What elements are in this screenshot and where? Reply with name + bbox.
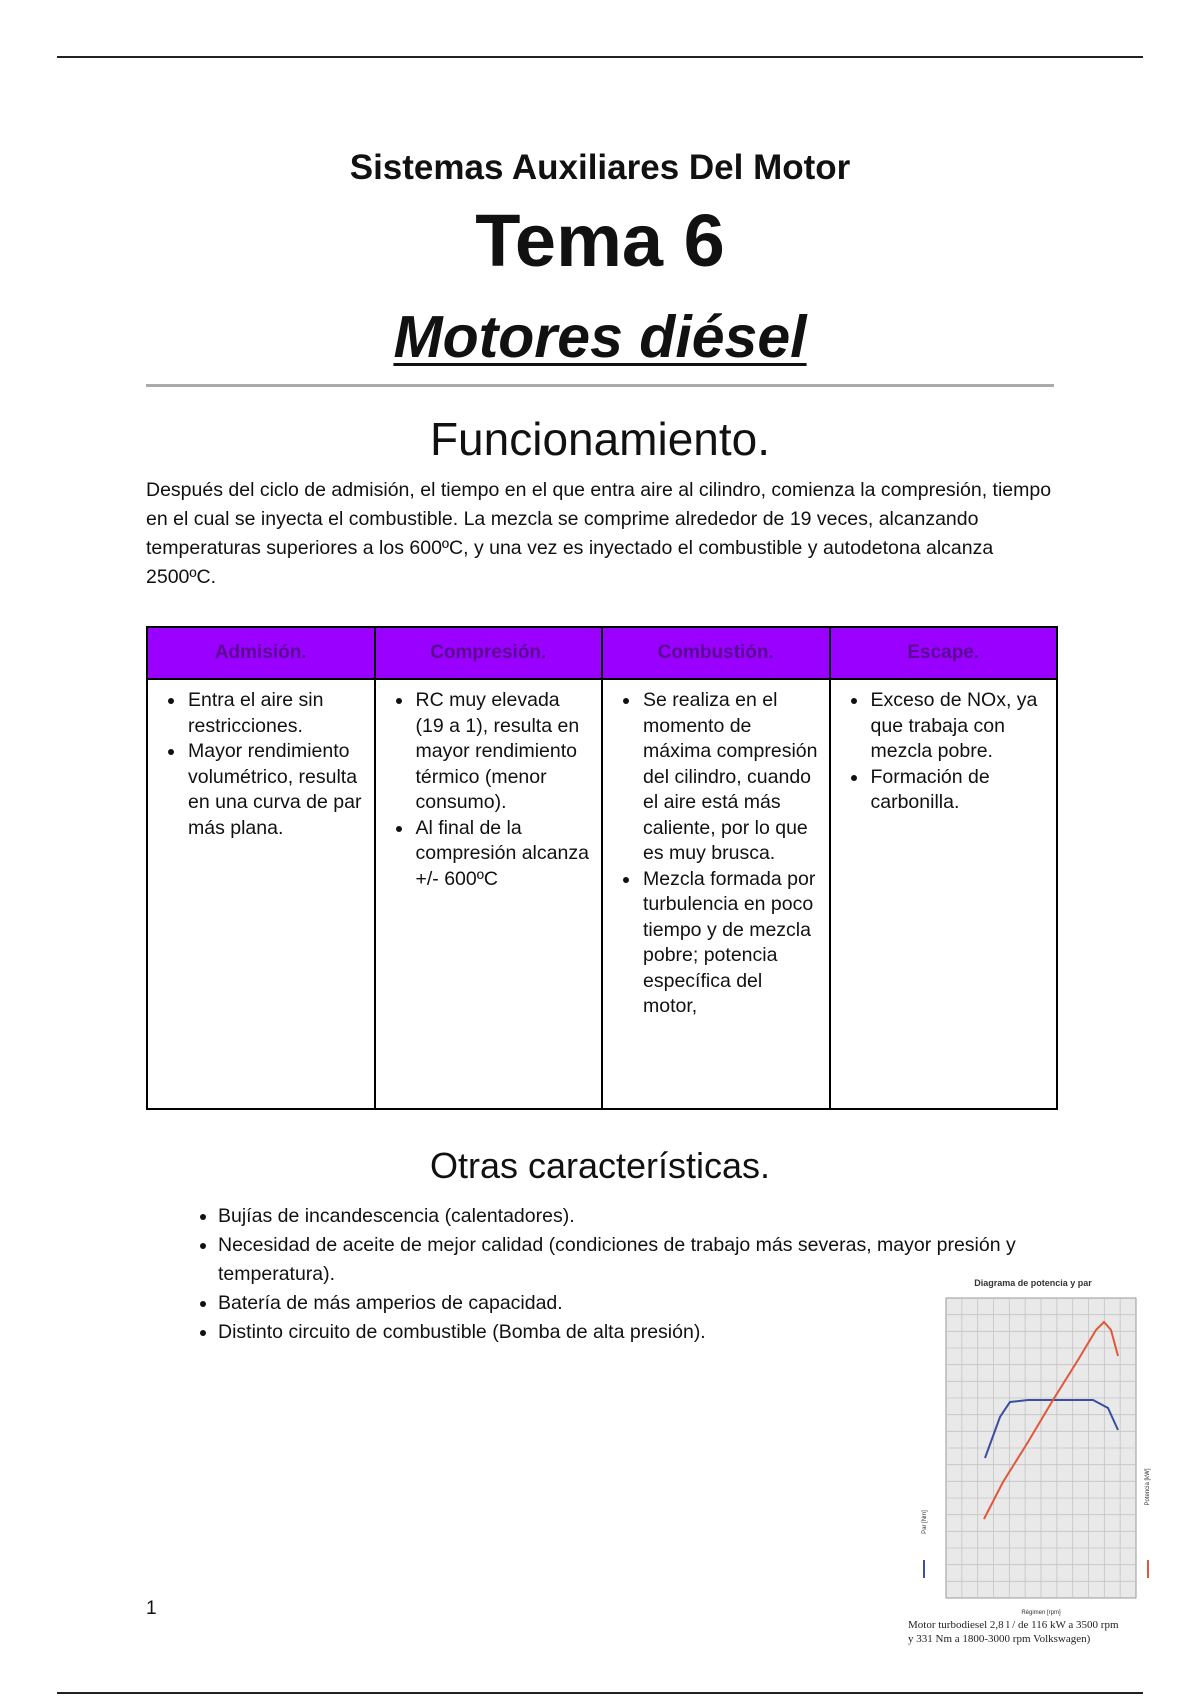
- tema-title: Tema 6: [475, 199, 725, 282]
- phases-table: [146, 626, 1058, 1110]
- top-rule: [57, 56, 1143, 58]
- title-divider: [146, 384, 1054, 387]
- topic-subtitle: Motores diésel: [393, 304, 807, 370]
- section-heading-otras: Otras características.: [429, 1145, 771, 1186]
- caption-line: Motor turbodiesel 2,8 l / de 116 kW a 3500 rpm: [908, 1619, 1119, 1631]
- power-torque-diagram: [908, 1272, 1158, 1648]
- y-axis-label-left: Par [Nm]: [922, 1510, 928, 1534]
- list-item: • Exceso de NOx, ya que trabaja con mezcla pobre.: [869, 688, 1049, 765]
- y-axis-label-right: Potencia [kW]: [1145, 1468, 1151, 1506]
- page-number: 1: [146, 1598, 157, 1619]
- phase-header-combustion: Combustión.: [602, 627, 830, 679]
- bottom-rule: [57, 1692, 1143, 1694]
- section-heading-funcionamiento: Funcionamiento.: [429, 413, 771, 465]
- list-item: • Entra el aire sin restricciones.: [186, 688, 366, 739]
- list-item: • Necesidad de aceite de mejor calidad (condiciones de trabajo más severas, mayor presión y temperatura).: [218, 1231, 1088, 1289]
- phase-cell-escape: [830, 679, 1058, 1109]
- list-item: • RC muy elevada (19 a 1), resulta en mayor rendimiento térmico (menor consumo).: [414, 688, 594, 816]
- figure-caption: [908, 1618, 1170, 1646]
- phase-header-admision: Admisión.: [147, 627, 375, 679]
- phases-header-row: [147, 627, 1057, 679]
- list-item: • Mezcla formada por turbulencia en poco tiempo y de mezcla pobre; potencia específica del motor,: [641, 867, 821, 1020]
- list-item: • Se realiza en el momento de máxima compresión del cilindro, cuando el aire está más caliente, por lo que es muy brusca.: [641, 688, 821, 867]
- subject-title: Sistemas Auxiliares Del Motor: [349, 148, 851, 187]
- list-item: • Batería de más amperios de capacidad.: [218, 1289, 1088, 1318]
- phase-header-escape: Escape.: [830, 627, 1058, 679]
- phase-cell-compresion: [375, 679, 603, 1109]
- caption-line: y 331 Nm a 1800-3000 rpm Volkswagen): [908, 1633, 1091, 1645]
- list-item: • Formación de carbonilla.: [869, 765, 1049, 816]
- phase-header-compresion: Compresión.: [375, 627, 603, 679]
- phase-cell-combustion: [602, 679, 830, 1109]
- list-item: • Bujías de incandescencia (calentadores).: [218, 1202, 1088, 1231]
- x-axis-label: Régimen [rpm]: [1021, 1610, 1061, 1616]
- phase-cell-admision: [147, 679, 375, 1109]
- list-item: • Distinto circuito de combustible (Bomba de alta presión).: [218, 1318, 1088, 1347]
- list-item: • Mayor rendimiento volumétrico, resulta en una curva de par más plana.: [186, 739, 366, 841]
- intro-paragraph: Después del ciclo de admisión, el tiempo en el que entra aire al cilindro, comienza la compresión, tiempo en el cual se inyecta el combustible. La mezcla se comprime alrededor de 19 veces, alcanzando temperaturas superiores a los 600ºC, y una vez es inyectado el combustible y autodetona alcanza 2500ºC.: [146, 479, 1052, 588]
- diagram-title: Diagrama de potencia y par: [974, 1278, 1092, 1288]
- phases-content-row: [147, 679, 1057, 1109]
- list-item: • Al final de la compresión alcanza +/- 600ºC: [414, 816, 594, 893]
